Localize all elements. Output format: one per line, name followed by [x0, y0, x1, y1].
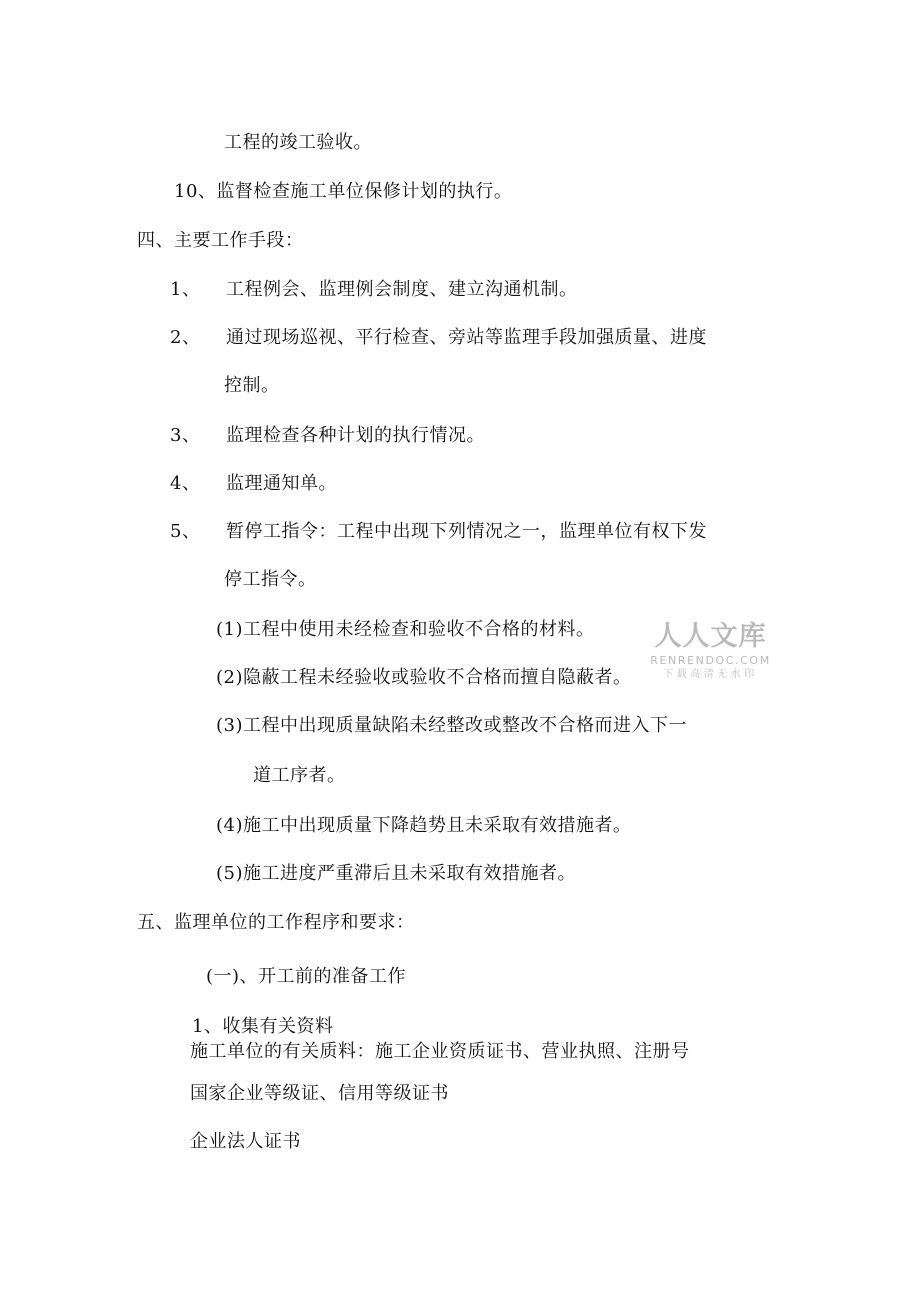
section-heading: 五、监理单位的工作程序和要求：: [137, 912, 415, 933]
list-number: 4、: [170, 473, 201, 494]
text-line: 停工指令。: [224, 569, 317, 590]
list-item: [170, 520, 707, 544]
list-number: 3、: [170, 425, 201, 446]
watermark-title: 人人文库: [654, 621, 767, 652]
subsection-heading: (一)、开工前的准备工作: [206, 966, 407, 987]
list-item: [170, 424, 485, 448]
watermark-logo: [648, 620, 773, 682]
list-text: 通过现场巡视、平行检查、旁站等监理手段加强质量、进度: [226, 327, 707, 348]
watermark-slogan: 下载高清无水印: [663, 669, 758, 680]
text-line: 10、监督检查施工单位保修计划的执行。: [174, 181, 513, 202]
list-item: [170, 472, 337, 496]
sub-item: (1)工程中使用未经检查和验收不合格的材料。: [216, 619, 595, 640]
sub-item: (5)施工进度严重滞后且未采取有效措施者。: [216, 863, 576, 884]
list-number: 1、: [170, 279, 201, 300]
text-line: 企业法人证书: [190, 1131, 301, 1152]
text-line: 控制。: [224, 375, 280, 396]
text-line: 国家企业等级证、信用等级证书: [190, 1083, 449, 1104]
watermark-domain: RENRENDOC.COM: [650, 654, 771, 667]
list-number: 2、: [170, 327, 201, 348]
list-number: 5、: [170, 521, 201, 542]
sub-item: (4)施工中出现质量下降趋势且未采取有效措施者。: [216, 815, 632, 836]
list-text: 工程例会、监理例会制度、建立沟通机制。: [226, 279, 578, 300]
text-line: 施工单位的有关质料：施工企业资质证书、营业执照、注册号: [190, 1041, 690, 1062]
sub-item: (2)隐蔽工程未经验收或验收不合格而擅自隐蔽者。: [216, 667, 632, 688]
list-item: [170, 326, 707, 350]
text-line: 工程的竣工验收。: [224, 132, 372, 153]
list-text: 暂停工指令：工程中出现下列情况之一，监理单位有权下发: [226, 521, 707, 542]
section-heading: 四、主要工作手段：: [137, 230, 304, 251]
list-text: 监理通知单。: [226, 473, 337, 494]
sub-item: (3)工程中出现质量缺陷未经整改或整改不合格而进入下一: [216, 715, 687, 736]
text-line: 道工序者。: [253, 765, 346, 786]
list-text: 监理检查各种计划的执行情况。: [226, 425, 485, 446]
text-line: 1、收集有关资料: [192, 1016, 334, 1037]
list-item: [170, 278, 578, 302]
